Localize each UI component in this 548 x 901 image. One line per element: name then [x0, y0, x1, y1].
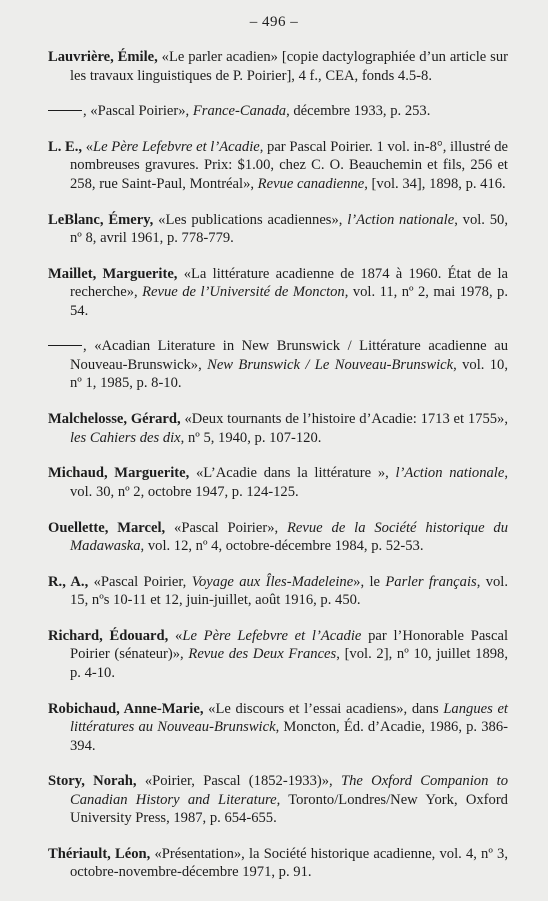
entry-text: , vol. 12, nº 4, octobre-décembre 1984, p. 52-53.: [140, 538, 424, 554]
bibliography-entry: [48, 519, 508, 556]
bibliography-entry: [48, 410, 508, 447]
entry-text: », le: [353, 573, 386, 590]
entry-author: Lauvrière, Émile,: [48, 49, 158, 65]
bibliography-entry: [48, 627, 508, 683]
bibliography-entry: [48, 138, 508, 194]
entry-text: , Toronto/Londres/New York, Oxford University Press, 1987, p. 654-655.: [70, 791, 508, 827]
bibliography-entry: [48, 265, 508, 321]
page-number: – 496 –: [249, 14, 299, 30]
entry-text: «Pascal Poirier,: [88, 573, 192, 590]
entry-text: «Le discours et l’essai acadiens», dans: [203, 700, 444, 717]
entry-text: «Deux tournants de l’histoire d’Acadie: 1713 et 1755»,: [180, 411, 508, 428]
entry-author: Maillet, Marguerite,: [48, 265, 178, 282]
entry-text: «Pascal Poirier»,: [165, 519, 288, 536]
entry-text: , «Acadian Literature in New Brunswick / Littérature acadienne au Nouveau-Brunswick»,: [70, 338, 508, 373]
entry-title-italic: l’Action nationale: [347, 211, 455, 228]
entry-title-italic: les Cahiers des dix: [70, 429, 181, 446]
entry-title-italic: Revue des Deux Frances: [188, 646, 337, 663]
entry-title-italic: Voyage aux Îles-Madeleine: [191, 573, 354, 590]
entry-text: , «Pascal Poirier»,: [83, 103, 193, 120]
entry-title-italic: l’Action nationale: [395, 465, 505, 482]
bibliography-entry: [48, 48, 508, 85]
entry-text: «: [168, 627, 183, 644]
entry-title-italic: Parler français: [385, 573, 477, 590]
entry-title-italic: Le Père Lefebvre et l’Acadie: [182, 627, 362, 644]
entry-title-italic: Langues et littératures au Nouveau-Brunswick: [70, 700, 508, 736]
bibliography-list: [48, 48, 508, 899]
bibliography-entry: [48, 573, 508, 610]
bibliography-entry: [48, 211, 508, 248]
entry-author: L. E.,: [48, 138, 83, 155]
repeat-author-dash: [48, 345, 82, 346]
entry-title-italic: New Brunswick / Le Nouveau-Brunswick: [207, 356, 454, 373]
entry-title-italic: Revue canadienne: [257, 175, 365, 192]
entry-text: «La littérature acadienne de 1874 à 1960. État de la recherche»,: [70, 265, 508, 301]
entry-text: , par Pascal Poirier. 1 vol. in-8°, illustré de nombreuses gravures. Prix: $1.00, chez C. O. Beauchemin et fils, 256 et 258, rue Saint-Paul, Montréal»,: [70, 138, 508, 192]
entry-text: , [vol. 34], 1898, p. 416.: [364, 175, 506, 192]
entry-text: , vol. 30, nº 2, octobre 1947, p. 124-125.: [70, 465, 508, 500]
bibliography-entry: [48, 464, 508, 501]
bibliography-entry: [48, 772, 508, 828]
bibliography-entry: [48, 102, 508, 121]
entry-text: «: [82, 138, 94, 155]
repeat-author-dash: [48, 110, 82, 111]
entry-text: , vol. 50, nº 8, avril 1961, p. 778-779.: [70, 211, 508, 247]
entry-text: , vol. 10, nº 1, 1985, p. 8-10.: [70, 356, 509, 392]
entry-text: «Présentation», la Société historique acadienne, vol. 4, nº 3, octobre-novembre-décembre 1971, p. 91.: [70, 845, 508, 881]
entry-text: , décembre 1933, p. 253.: [286, 103, 431, 120]
entry-text: , vol. 11, nº 2, mai 1978, p. 54.: [70, 284, 508, 319]
entry-author: LeBlanc, Émery,: [48, 211, 154, 228]
entry-text: , Moncton, Éd. d’Acadie, 1986, p. 386-394.: [70, 719, 508, 754]
entry-author: Story, Norah,: [48, 773, 137, 790]
entry-text: , [vol. 2], nº 10, juillet 1898, p. 4-10.: [70, 646, 508, 681]
entry-text: «Poirier, Pascal (1852-1933)»,: [136, 773, 341, 790]
entry-author: Robichaud, Anne-Marie,: [48, 700, 204, 717]
entry-author: Thériault, Léon,: [48, 845, 151, 862]
entry-text: «Le parler acadien» [copie dactylographiée d’un article sur les travaux linguistiques de P. Poirier], 4 f., CEA, fonds 4.5-8.: [70, 49, 508, 84]
entry-author: R., A.,: [48, 573, 89, 590]
entry-text: par l’Honorable Pascal Poirier (sénateur)»,: [70, 627, 508, 663]
entry-text: «L’Acadie dans la littérature »,: [189, 465, 396, 482]
entry-author: Richard, Édouard,: [48, 627, 169, 644]
entry-author: Malchelosse, Gérard,: [48, 411, 181, 428]
bibliography-entry: [48, 700, 508, 756]
bibliography-entry: [48, 845, 508, 882]
entry-title-italic: Revue de l’Université de Moncton: [142, 284, 345, 301]
entry-text: , vol. 15, nºs 10-11 et 12, juin-juillet, août 1916, p. 450.: [70, 573, 509, 609]
entry-title-italic: Le Père Lefebvre et l’Acadie: [93, 138, 260, 155]
bibliography-entry: [48, 337, 508, 393]
entry-title-italic: Revue de la Société historique du Madawaska: [70, 519, 508, 554]
entry-text: «Les publications acadiennes»,: [153, 211, 348, 228]
entry-author: Ouellette, Marcel,: [48, 519, 166, 536]
entry-title-italic: The Oxford Companion to Canadian History and Literature: [70, 773, 508, 808]
entry-title-italic: France-Canada: [192, 103, 287, 120]
entry-text: , nº 5, 1940, p. 107-120.: [180, 429, 322, 446]
entry-author: Michaud, Marguerite,: [48, 465, 190, 482]
